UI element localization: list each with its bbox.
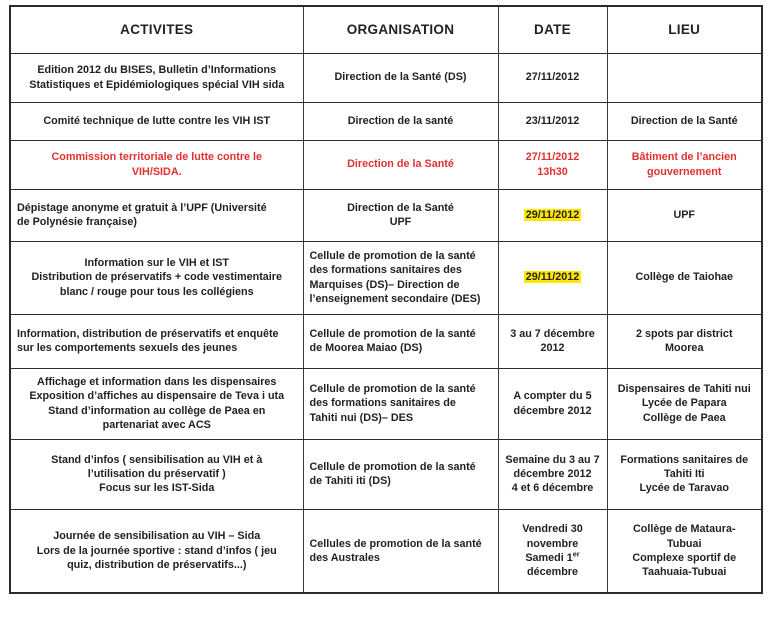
organisation-line: l’enseignement secondaire (DES) (309, 292, 481, 305)
activites-line: Affichage et information dans les dispensaires (37, 376, 277, 388)
activites-line: Lors de la journée sportive : stand d’infos ( jeu (36, 544, 277, 557)
cell-activites (10, 102, 303, 140)
activites-line: Information, distribution de préservatifs et enquête (17, 327, 279, 340)
activites-line: de Polynésie française) (17, 216, 138, 228)
activites-line: VIH/SIDA. (131, 165, 182, 178)
cell-organisation (303, 439, 498, 509)
lieu-line: Bâtiment de l’ancien (631, 151, 737, 164)
cell-date (498, 189, 607, 241)
cell-organisation (303, 314, 498, 368)
lieu-line: 2 spots par district (635, 327, 733, 340)
activites-line: Statistiques et Epidémiologiques spécial VIH sida (29, 78, 285, 91)
date-highlighted: 29/11/2012 (525, 208, 580, 221)
date-line: Vendredi 30 (522, 523, 583, 536)
activites-line: sur les comportements sexuels des jeunes (17, 342, 238, 354)
cell-activites (10, 241, 303, 314)
activites-line: Commission territoriale de lutte contre le (51, 151, 263, 164)
header-row (10, 6, 762, 53)
table-body (10, 53, 762, 593)
activites-line: Comité technique de lutte contre les VIH IST (43, 114, 271, 127)
table-row (10, 189, 762, 241)
activites-line: Stand d’infos ( sensibilisation au VIH et à (51, 453, 263, 466)
lieu-line: Dispensaires de Tahiti nui (617, 383, 751, 396)
date-line: novembre (526, 537, 579, 550)
lieu-line: Tubuai (666, 537, 702, 550)
organisation-line: Cellule de promotion de la santé (309, 327, 476, 340)
cell-lieu (607, 314, 762, 368)
cell-activites (10, 439, 303, 509)
organisation-line: Direction de la Santé (347, 158, 454, 171)
date-line: 4 et 6 décembre (511, 482, 594, 495)
date-line: décembre 2012 (513, 467, 592, 480)
cell-lieu (607, 53, 762, 102)
organisation-line: Tahiti nui (DS)– DES (309, 411, 414, 424)
date-line: 27/11/2012 (525, 71, 580, 84)
activites-line: Edition 2012 du BISES, Bulletin d’Informations (37, 64, 277, 77)
activites-line: blanc / rouge pour tous les collégiens (59, 285, 254, 298)
cell-organisation (303, 53, 498, 102)
table-row (10, 53, 762, 102)
lieu-line: Lycée de Papara (641, 397, 727, 410)
lieu-line: Collège de Paea (642, 411, 726, 424)
cell-organisation (303, 140, 498, 189)
cell-organisation (303, 102, 498, 140)
organisation-line: Direction de la Santé (347, 201, 454, 214)
cell-activites (10, 140, 303, 189)
organisation-line: de Tahiti iti (DS) (309, 475, 391, 487)
table-row (10, 509, 762, 593)
table-row (10, 314, 762, 368)
cell-date (498, 509, 607, 593)
header-organisation: ORGANISATION (303, 6, 498, 53)
activites-line: Stand d’information au collège de Paea en (48, 404, 266, 417)
cell-activites (10, 189, 303, 241)
lieu-line: UPF (673, 208, 696, 221)
organisation-line: Cellule de promotion de la santé (309, 460, 476, 473)
lieu-line: Taahuaia-Tubuai (642, 566, 727, 578)
cell-lieu (607, 140, 762, 189)
cell-date (498, 140, 607, 189)
activites-line: Exposition d’affiches au dispensaire de Teva i uta (29, 390, 285, 403)
table-header (10, 6, 762, 53)
table-row (10, 439, 762, 509)
cell-activites (10, 53, 303, 102)
header-date: DATE (498, 6, 607, 53)
table-row (10, 368, 762, 439)
activites-line: quiz, distribution de préservatifs...) (67, 558, 247, 571)
organisation-line: Direction de la santé (347, 114, 454, 127)
cell-date (498, 102, 607, 140)
table-row (10, 241, 762, 314)
date-line: A compter du 5 (513, 390, 592, 403)
cell-date (498, 53, 607, 102)
organisation-line: de Moorea Maiao (DS) (309, 342, 423, 354)
activites-line: Information sur le VIH et IST (84, 257, 230, 270)
date-line: décembre 2012 (513, 404, 592, 417)
lieu-line: Collège de Mataura- (632, 523, 736, 536)
organisation-line: des formations sanitaires de (309, 397, 456, 410)
date-line: 13h30 (537, 165, 568, 178)
activites-line: Journée de sensibilisation au VIH – Sida (53, 530, 261, 543)
organisation-line: Cellule de promotion de la santé (309, 383, 476, 396)
organisation-line: des formations sanitaires des (309, 264, 462, 277)
cell-date (498, 439, 607, 509)
lieu-line: gouvernement (647, 165, 722, 178)
lieu-line: Formations sanitaires de (620, 453, 749, 466)
schedule-table-container (9, 5, 761, 625)
date-line-ordinal: Samedi 1er (525, 549, 580, 564)
activites-line: l’utilisation du préservatif ) (87, 467, 226, 480)
organisation-line: UPF (389, 216, 412, 228)
activities-schedule-table (9, 5, 763, 594)
cell-date (498, 368, 607, 439)
activites-line: Dépistage anonyme et gratuit à l’UPF (Université (17, 201, 267, 214)
cell-lieu (607, 439, 762, 509)
organisation-line: Cellules de promotion de la santé (309, 537, 482, 550)
lieu-line: Collège de Taiohae (635, 271, 734, 284)
header-activites: ACTIVITES (10, 6, 303, 53)
date-line: 2012 (540, 342, 565, 354)
cell-organisation (303, 241, 498, 314)
date-line: 23/11/2012 (525, 114, 580, 127)
cell-activites (10, 314, 303, 368)
cell-lieu (607, 189, 762, 241)
date-line: 3 au 7 décembre (510, 327, 595, 340)
cell-date (498, 241, 607, 314)
cell-organisation (303, 368, 498, 439)
cell-activites (10, 368, 303, 439)
table-row (10, 102, 762, 140)
date-highlighted: 29/11/2012 (525, 271, 580, 284)
date-line: décembre (526, 566, 578, 578)
cell-lieu (607, 241, 762, 314)
header-lieu: LIEU (607, 6, 762, 53)
cell-date (498, 314, 607, 368)
lieu-line: Direction de la Santé (630, 114, 738, 127)
cell-lieu (607, 509, 762, 593)
cell-lieu (607, 102, 762, 140)
table-row-highlighted-red (10, 140, 762, 189)
lieu-line: Tahiti Iti (663, 467, 705, 480)
organisation-line: Direction de la Santé (DS) (334, 71, 467, 84)
lieu-line: Lycée de Taravao (639, 482, 729, 495)
lieu-line: Complexe sportif de (632, 551, 737, 564)
cell-organisation (303, 189, 498, 241)
activites-line: Distribution de préservatifs + code vestimentaire (31, 271, 282, 284)
activites-line: Focus sur les IST-Sida (99, 482, 215, 495)
cell-lieu (607, 368, 762, 439)
cell-activites (10, 509, 303, 593)
activites-line: partenariat avec ACS (102, 418, 211, 431)
lieu-line: Moorea (665, 342, 704, 354)
organisation-line: Cellule de promotion de la santé (309, 250, 476, 262)
date-line: Semaine du 3 au 7 (505, 453, 600, 466)
organisation-line: des Australes (309, 551, 380, 564)
date-line: 27/11/2012 (525, 151, 580, 164)
organisation-line: Marquises (DS)– Direction de (309, 278, 460, 291)
cell-organisation (303, 509, 498, 593)
